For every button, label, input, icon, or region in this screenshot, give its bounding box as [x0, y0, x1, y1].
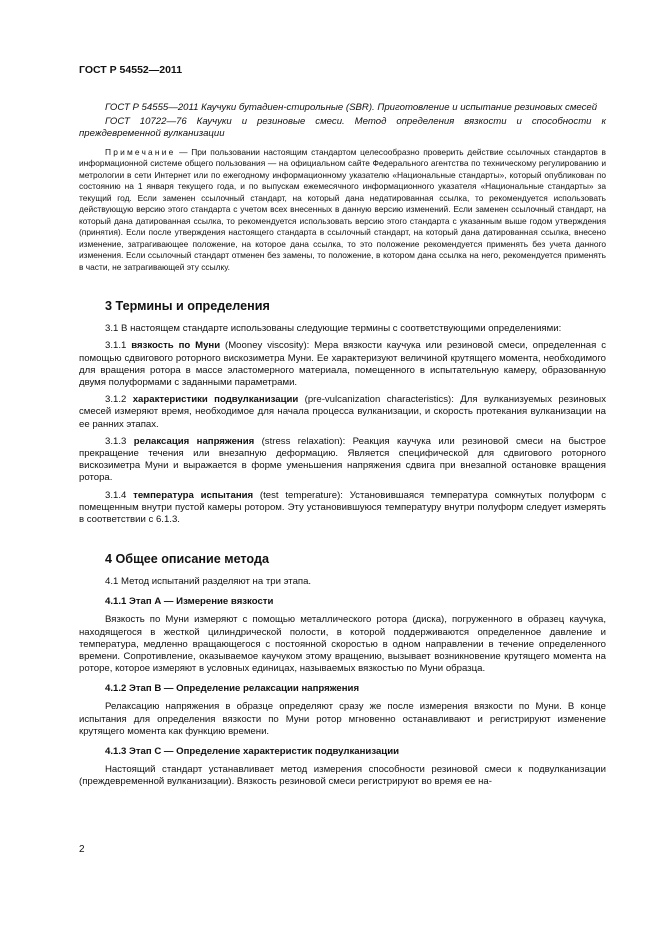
term-3-1-4	[79, 490, 606, 527]
document-page	[79, 64, 606, 788]
note-paragraph	[79, 147, 606, 274]
term-number: 3.1.4	[105, 489, 134, 501]
document-header: ГОСТ Р 54552—2011	[79, 64, 183, 76]
term-3-1-1	[79, 340, 606, 389]
reference-gost-54555: ГОСТ Р 54555—2011 Каучуки бутадиен-стирольные (SBR). Приготовление и испытание резиновых смесей	[105, 102, 598, 113]
stage-c-title: 4.1.3 Этап С — Определение характеристик подвулканизации	[105, 745, 399, 757]
term-name: характеристики подвулканизации	[132, 394, 299, 406]
stage-a-title: 4.1.1 Этап А — Измерение вязкости	[105, 596, 274, 608]
section-3-intro: 3.1 В настоящем стандарте использованы следующие термины с соответствующими определениями:	[105, 323, 562, 335]
reference-gost-10722: ГОСТ 10722—76 Каучуки и резиновые смеси. Метод определения вязкости и способности к преждевременной вулканизации	[79, 116, 606, 140]
term-name: температура испытания	[133, 489, 254, 501]
section-3-title: 3 Термины и определения	[105, 299, 270, 314]
note-label: Примечание	[105, 146, 176, 157]
section-4-title: 4 Общее описание метода	[105, 552, 269, 567]
term-3-1-3	[79, 436, 606, 485]
term-definition: (Mooney viscosity): Мера вязкости каучука или резиновой смеси, определенная с помощью сдвигового роторного вискозиметра Муни. Ее характеризуют величиной крутящего момента, необходимого для вращения ротора в массе эластомерного материала, помещенного в испытательную камеру, образованную двумя полуформами с заданными параметрами.	[79, 340, 606, 388]
section-4-intro: 4.1 Метод испытаний разделяют на три этапа.	[105, 576, 312, 588]
term-definition: (stress relaxation): Реакция каучука или резиновой смеси на быстрое прекращение течения или внезапную деформацию. Является специфической для сдвигового роторного вискозиметра Муни и выражается в форме уменьшения напряжения сдвига при внезапной остановке вращения ротора.	[79, 435, 606, 484]
term-definition: (test temperature): Установившаяся температура сомкнутых полуформ с помещенным внутри пустой камеры ротором. Эту установившуюся температуру внутри полуформ следует измерять в соответствии с 6.1.3.	[79, 489, 606, 525]
term-name: релаксация напряжения	[133, 435, 255, 447]
term-number: 3.1.2	[105, 394, 133, 406]
term-definition: (pre-vulcanization characteristics): Для вулканизуемых резиновых смесей измеряют время, необходимое для начала процесса вулканизации, и скорость протекания вулканизации на ее ранних этапах.	[79, 394, 606, 430]
stage-c-text: Настоящий стандарт устанавливает метод измерения способности резиновой смеси к подвулканизации (преждевременной вулканизации). Вязкость резиновой смеси регистрируют во время ее на-	[79, 763, 606, 788]
stage-a-text: Вязкость по Муни измеряют с помощью металлического ротора (диска), погруженного в образец каучука, находящегося в жесткой цилиндрической полости, в которой поддерживаются определенное давление и температура, медленно вращающегося с постоянной скоростью в одном направлении в течение определенного времени. Сопротивление, оказываемое каучуком этому вращению, вызывает возникновение крутящего момента на роторе, которое измеряют в условных единицах, называемых вязкостью по Муни образца.	[79, 614, 606, 675]
page-number: 2	[79, 844, 85, 855]
term-number: 3.1.3	[105, 435, 134, 447]
stage-b-text: Релаксацию напряжения в образце определяют сразу же после измерения вязкости по Муни. В конце испытания для определения вязкости по Муни ротор мгновенно останавливают и регистрируют изменение крутящего момента как функцию времени.	[79, 701, 606, 737]
stage-b-title: 4.1.2 Этап В — Определение релаксации напряжения	[105, 683, 360, 695]
term-name: вязкость по Муни	[131, 340, 221, 352]
term-number: 3.1.1	[105, 340, 132, 352]
term-3-1-2	[79, 394, 606, 431]
note-text: — При пользовании настоящим стандартом целесообразно проверить действие ссылочных стандартов в информационной системе общего пользования — на официальном сайте Федерального агентства по техническому регулированию и метрологии в сети Интернет или по ежегодному информационному указателю «Национальные стандарты», который опубликован по состоянию на 1 января текущего года, и по выпускам ежемесячного информационного указателя «Национальные стандарты» за текущий год. Если заменен ссылочный стандарт, на который дана недатированная ссылка, то рекомендуется использовать действующую версию этого стандарта с учетом всех внесенных в данную версию изменений. Если заменен ссылочный стандарт, на который дана датированная ссылка, то рекомендуется использовать версию этого стандарта с указанным выше годом утверждения (принятия). Если после утверждения настоящего стандарта в ссылочный стандарт, на который дана датированная ссылка, внесено изменение, затрагивающее положение, на которое дана ссылка, то это положение рекомендуется применять без учета данного изменения. Если ссылочный стандарт отменен без замены, то положение, в котором дана ссылка на него, рекомендуется применять в части, не затрагивающей эту ссылку.	[79, 146, 606, 272]
